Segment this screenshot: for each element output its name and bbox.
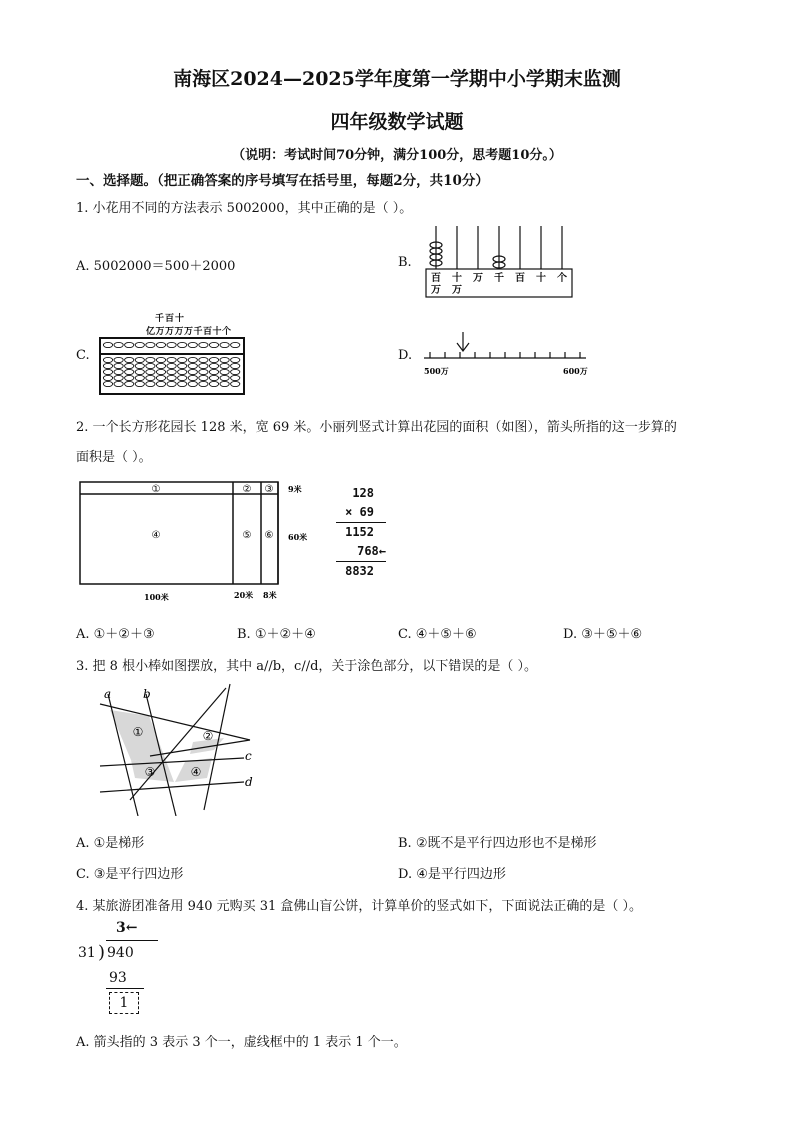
abacus-bead: [156, 375, 165, 380]
abacus-bead: [125, 363, 134, 368]
shape-2: ②: [202, 729, 214, 743]
region-5: ⑤: [242, 530, 252, 541]
abacus-bead: [156, 381, 165, 386]
abacus-bead: [114, 381, 123, 386]
q1-option-a: A. 5002000＝500＋2000: [76, 259, 236, 274]
abacus-bead: [231, 342, 240, 347]
exam-title: 南海区2024—2025学年度第一学期中小学期末监测: [173, 68, 621, 90]
abacus-bead: [156, 357, 165, 362]
q3-stem: 3. 把 8 根小棒如图摆放，其中 a//b，c//d，关于涂色部分，以下错误的是（ ）。: [76, 659, 538, 674]
abacus-bead: [103, 342, 112, 347]
abacus-bead: [220, 363, 229, 368]
division-bracket: ): [98, 942, 106, 963]
abacus-bead: [220, 369, 229, 374]
region-3: ③: [264, 484, 274, 495]
q1-option-b-label: B.: [398, 255, 412, 270]
abacus-bead: [188, 375, 197, 380]
abacus-bead: [188, 369, 197, 374]
abacus-bead: [114, 357, 123, 362]
region-1: ①: [151, 484, 161, 495]
abacus-bead: [209, 363, 218, 368]
q2-option-b: B. ①＋②＋④: [237, 627, 316, 642]
abacus-bead: [231, 363, 240, 368]
q4-option-a: A. 箭头指的 3 表示 3 个一，虚线框中的 1 表示 1 个一。: [76, 1035, 407, 1050]
q3-option-a: A. ①是梯形: [76, 836, 145, 851]
abacus-bead: [231, 381, 240, 386]
abacus-bead: [178, 357, 187, 362]
abacus-b-label-7: 个: [557, 273, 567, 284]
abacus-c-labels: 亿万万万万千百十个: [146, 327, 232, 337]
abacus-b-label-2b: 万: [452, 285, 462, 296]
abacus-bead: [125, 369, 134, 374]
q3-sticks-diagram: [90, 682, 270, 816]
abacus-bead: [135, 363, 144, 368]
abacus-bead: [156, 369, 165, 374]
abacus-bead: [167, 369, 176, 374]
shape-4: ④: [190, 765, 202, 779]
division-quotient: 3←: [116, 920, 138, 936]
dim-bottom-2: 20米: [234, 590, 254, 600]
abacus-bead: [125, 342, 134, 347]
abacus-bead: [146, 375, 155, 380]
q2-garden-diagram: [76, 478, 316, 606]
abacus-bead: [220, 357, 229, 362]
abacus-bead: [178, 342, 187, 347]
exam-note: （说明：考试时间70分钟，满分100分，思考题10分。）: [232, 148, 562, 163]
q2-option-d: D. ③＋⑤＋⑥: [563, 627, 643, 642]
shape-1: ①: [132, 725, 144, 739]
line-label-b: b: [143, 687, 151, 701]
q3-option-b: B. ②既不是平行四边形也不是梯形: [398, 836, 597, 851]
calc-line-5: 8832: [345, 564, 374, 578]
division-line: [106, 988, 144, 989]
region-2: ②: [242, 484, 252, 495]
q2-stem-line2: 面积是（ ）。: [76, 450, 152, 465]
division-bar: [106, 940, 158, 941]
abacus-bead: [209, 342, 218, 347]
abacus-bead: [220, 381, 229, 386]
number-line-right-label: 600万: [563, 366, 588, 376]
abacus-bead: [146, 381, 155, 386]
abacus-bead: [135, 381, 144, 386]
abacus-bead: [114, 363, 123, 368]
abacus-bead: [167, 357, 176, 362]
line-label-a: a: [104, 687, 112, 701]
abacus-b-label-1b: 万: [431, 285, 441, 296]
division-dividend: 940: [107, 945, 134, 961]
abacus-bead: [167, 363, 176, 368]
abacus-bead: [146, 369, 155, 374]
abacus-bead: [114, 369, 123, 374]
abacus-bead: [103, 369, 112, 374]
abacus-bead: [167, 375, 176, 380]
dim-bottom-3: 8米: [263, 590, 277, 600]
abacus-bead: [199, 381, 208, 386]
abacus-bead: [188, 342, 197, 347]
region-4: ④: [151, 530, 161, 541]
division-divisor: 31: [78, 945, 96, 961]
abacus-bead: [231, 357, 240, 362]
abacus-b-label-5: 百: [515, 273, 525, 284]
division-product: 93: [109, 970, 127, 986]
abacus-c-top-labels: 千百十: [155, 314, 186, 324]
abacus-b-label-6: 十: [536, 273, 546, 284]
abacus-bead: [103, 375, 112, 380]
abacus-bead: [178, 375, 187, 380]
q1-option-d-label: D.: [398, 348, 413, 363]
q1-stem: 1. 小花用不同的方法表示 5002000，其中正确的是（ ）。: [76, 201, 413, 216]
dim-bottom-1: 100米: [144, 592, 169, 602]
abacus-bead: [231, 369, 240, 374]
q1-abacus-figure-b: [420, 222, 580, 300]
abacus-bead: [156, 363, 165, 368]
abacus-bead: [135, 357, 144, 362]
abacus-b-label-2: 十: [452, 273, 462, 284]
abacus-bead: [103, 363, 112, 368]
abacus-bead: [231, 375, 240, 380]
abacus-bead: [167, 381, 176, 386]
abacus-bead: [146, 363, 155, 368]
q2-stem-line1: 2. 一个长方形花园长 128 米，宽 69 米。小丽列竖式计算出花园的面积（如图），箭头所指的这一步算的: [76, 420, 677, 435]
abacus-bead: [114, 375, 123, 380]
abacus-bead: [135, 369, 144, 374]
abacus-b-label-4: 千: [494, 273, 504, 284]
q3-option-c: C. ③是平行四边形: [76, 867, 184, 882]
abacus-bead: [209, 369, 218, 374]
q2-option-c: C. ④＋⑤＋⑥: [398, 627, 477, 642]
abacus-bead: [156, 342, 165, 347]
abacus-bead: [146, 342, 155, 347]
abacus-bead: [188, 357, 197, 362]
abacus-bead: [199, 369, 208, 374]
abacus-bead: [199, 375, 208, 380]
abacus-bead: [220, 375, 229, 380]
q2-option-a: A. ①＋②＋③: [76, 627, 155, 642]
abacus-b-label-1: 百: [431, 273, 441, 284]
abacus-bead: [178, 369, 187, 374]
abacus-bead: [199, 342, 208, 347]
q1-number-line: [420, 330, 590, 378]
abacus-bead: [199, 357, 208, 362]
q3-option-d: D. ④是平行四边形: [398, 867, 506, 882]
q2-vertical-calc: [336, 484, 386, 581]
abacus-bead: [125, 357, 134, 362]
region-6: ⑥: [264, 530, 274, 541]
q1-abacus-figure-c: [98, 336, 248, 398]
abacus-bead: [178, 363, 187, 368]
abacus-bead: [103, 357, 112, 362]
abacus-bead: [114, 342, 123, 347]
exam-subtitle: 四年级数学试题: [330, 111, 464, 133]
division-remainder-box: 1: [109, 992, 139, 1014]
abacus-bead: [199, 363, 208, 368]
abacus-b-label-3: 万: [473, 273, 483, 284]
calc-line-2: × 69: [336, 503, 386, 523]
abacus-bead: [188, 363, 197, 368]
line-label-c: c: [245, 749, 252, 763]
abacus-bead: [209, 357, 218, 362]
abacus-bead: [188, 381, 197, 386]
abacus-bead: [209, 375, 218, 380]
shape-3: ③: [144, 765, 156, 779]
calc-line-1: 128: [352, 486, 374, 500]
q1-option-c-label: C.: [76, 348, 90, 363]
q4-stem: 4. 某旅游团准备用 940 元购买 31 盒佛山盲公饼，计算单价的竖式如下，下面说法正确的是（ ）。: [76, 899, 643, 914]
abacus-bead: [209, 381, 218, 386]
abacus-bead: [103, 381, 112, 386]
abacus-bead: [178, 381, 187, 386]
line-label-d: d: [245, 775, 253, 789]
section-heading: 一、选择题。（把正确答案的序号填写在括号里，每题2分，共10分）: [76, 173, 489, 189]
calc-line-4: 768←: [336, 542, 386, 562]
abacus-bead: [146, 357, 155, 362]
abacus-bead: [125, 381, 134, 386]
abacus-bead: [135, 375, 144, 380]
abacus-bead: [135, 342, 144, 347]
calc-line-3: 1152: [345, 525, 374, 539]
dim-side: 60米: [288, 532, 308, 542]
number-line-left-label: 500万: [424, 366, 449, 376]
abacus-bead: [220, 342, 229, 347]
abacus-bead: [167, 342, 176, 347]
q4-long-division: [76, 918, 176, 1018]
dim-top: 9米: [288, 484, 302, 494]
abacus-bead: [125, 375, 134, 380]
